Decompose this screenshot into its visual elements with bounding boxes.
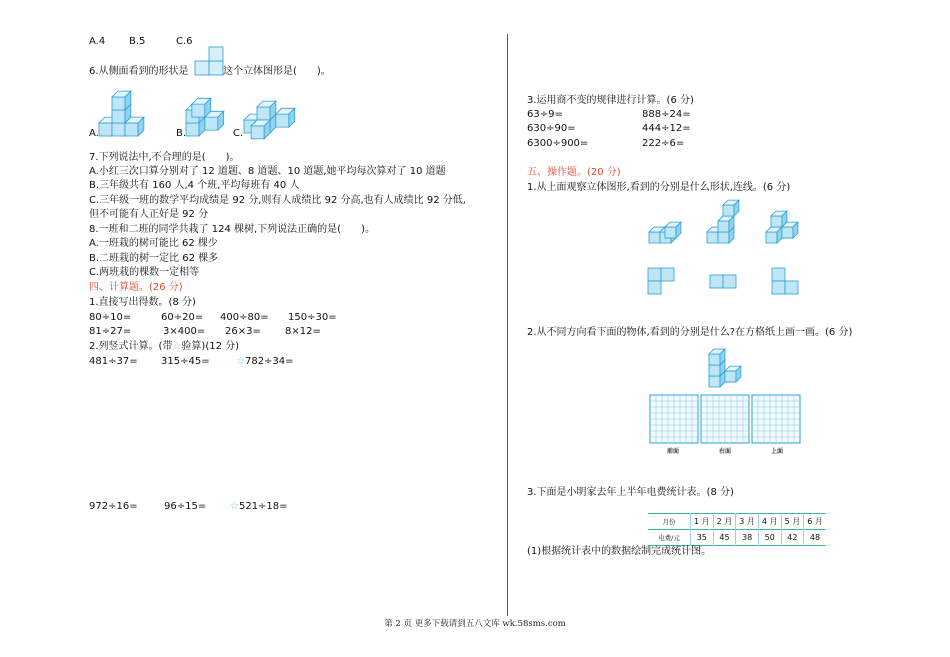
table-cell: 35	[691, 530, 714, 546]
calc-item: 444÷12=	[642, 123, 691, 134]
table-header-cell: 3 月	[736, 514, 759, 530]
cube-face	[723, 205, 734, 216]
s4-q1-title: 1.直接写出得数。(8 分)	[89, 297, 196, 308]
solid-figure-3	[765, 208, 801, 246]
cube-face	[782, 227, 793, 238]
section-4-heading: 四、计算题。(26 分)	[89, 282, 183, 293]
vertical-calc-item: 972÷16=	[89, 501, 138, 512]
q6-figure-a	[97, 88, 147, 138]
q8-option-c: C.两班栽的棵数一定相等	[89, 267, 200, 278]
calc-item: 150÷30=	[288, 312, 337, 323]
table-cell: 42	[781, 530, 804, 546]
top-view-3	[772, 268, 800, 296]
solid-figure-1	[648, 218, 684, 246]
cube-face	[707, 232, 718, 243]
q7-option-a: A.小红三次口算分别对了 12 道题、8 道题、10 道题,她平均每次算对了 10 道题	[89, 166, 446, 177]
calc-item: 8×12=	[285, 326, 321, 337]
vertical-calc-item-starred: ☆521÷18=	[230, 501, 288, 512]
cube-face	[125, 123, 138, 136]
table-header-cell: 1 月	[691, 514, 714, 530]
grid-papers	[650, 395, 802, 445]
electricity-fee-table	[648, 513, 826, 546]
stacked-cubes-object	[708, 352, 744, 390]
cube-face	[709, 365, 720, 376]
cube-face	[186, 123, 199, 136]
table-header-cell: 6 月	[804, 514, 826, 530]
cube-face	[709, 376, 720, 387]
calc-item: 222÷6=	[642, 138, 685, 149]
q8-option-b: B.二班栽的树一定比 62 棵多	[89, 253, 219, 264]
q6-option-b: B.	[176, 128, 187, 139]
calc-item: 63÷9=	[527, 109, 563, 120]
grid-label-front: 前面	[667, 448, 680, 455]
cube-face	[649, 232, 660, 243]
star-icon: ☆	[236, 356, 245, 367]
q7-option-b: B.三年级共有 160 人,4 个班,平均每班有 40 人	[89, 180, 300, 191]
cube-face	[205, 117, 218, 130]
cube-face	[112, 97, 125, 110]
vertical-calc-item: 481÷37=	[89, 356, 138, 367]
q8-option-a: A.一班栽的树可能比 62 棵少	[89, 238, 218, 249]
cube-face	[112, 123, 125, 136]
cube-face	[725, 371, 736, 382]
cube-face	[257, 107, 270, 120]
table-header-cell: 月份	[662, 518, 676, 526]
cube-face	[112, 110, 125, 123]
s4-q2-title: 2.列竖式计算。(带☆验算)(12 分)	[89, 341, 240, 352]
table-header-cell: 4 月	[758, 514, 781, 530]
column-divider	[507, 34, 508, 616]
q6-option-a: A.	[89, 128, 99, 139]
calc-item: 630÷90=	[527, 123, 576, 134]
cube-face	[665, 227, 676, 238]
table-header-cell: 2 月	[713, 514, 736, 530]
table-header-cell: 5 月	[781, 514, 804, 530]
solid-figure-2	[706, 212, 742, 246]
r-q3-title: 3.运用商不变的规律进行计算。(6 分)	[527, 95, 694, 106]
vertical-calc-item-starred: ☆782÷34=	[236, 356, 294, 367]
cube-face	[709, 354, 720, 365]
q8-stem: 8.一班和二班的同学共栽了 124 棵树,下列说法正确的是( )。	[89, 224, 375, 235]
section-5-heading: 五、操作题。(20 分)	[527, 167, 621, 178]
table-cell: 50	[758, 530, 781, 546]
calc-item: 3×400=	[163, 326, 206, 337]
vertical-calc-item: 96÷15=	[164, 501, 207, 512]
cube-face	[276, 114, 289, 127]
calc-item: 81÷27=	[89, 326, 132, 337]
cube-face	[192, 104, 205, 117]
q6-figure-c	[242, 98, 292, 138]
q5-option-b: B.5	[129, 36, 146, 47]
table-cell: 48	[804, 530, 826, 546]
s5-q3-title: 3.下面是小明家去年上半年电费统计表。(8 分)	[527, 487, 734, 498]
table-row	[648, 514, 826, 530]
side-view-shape	[195, 47, 223, 75]
q6-stem-start: 6.从侧面看到的形状是	[89, 66, 189, 77]
q5-option-c: C.6	[176, 36, 193, 47]
table-cell: 38	[736, 530, 759, 546]
top-view-1	[648, 268, 676, 296]
calc-item: 888÷24=	[642, 109, 691, 120]
cube-face	[766, 232, 777, 243]
top-view-2	[710, 275, 738, 289]
cube-face	[99, 123, 112, 136]
q5-option-a: A.4	[89, 36, 106, 47]
q6-option-c: C.	[233, 128, 244, 139]
calc-item: 80÷10=	[89, 312, 132, 323]
q7-stem: 7.下列说法中,不合理的是( )。	[89, 152, 240, 163]
q7-option-c-line1: C.三年级一班的数学平均成绩是 92 分,则有人成绩比 92 分高,也有人成绩比 92 分低,	[89, 195, 466, 206]
s5-q3-sub1: (1)根据统计表中的数据绘制完成统计图。	[527, 546, 712, 557]
cube-face	[771, 216, 782, 227]
grid-label-right: 右面	[719, 448, 732, 455]
table-row-label: 电费/元	[658, 534, 680, 542]
star-icon: ☆	[172, 341, 182, 352]
grid-label-top: 上面	[771, 448, 784, 455]
cube-face	[251, 126, 264, 139]
calc-item: 60÷20=	[161, 312, 204, 323]
star-icon: ☆	[230, 501, 239, 512]
s5-q2-title: 2.从不同方向看下面的物体,看到的分别是什么?在方格纸上画一画。(6 分)	[527, 327, 853, 338]
vertical-calc-item: 315÷45=	[161, 356, 210, 367]
q6-stem-end: 这个立体图形是( )。	[223, 66, 331, 77]
calc-item: 26×3=	[225, 326, 261, 337]
table-row	[648, 530, 826, 546]
calc-item: 400÷80=	[220, 312, 269, 323]
q7-option-c-line2: 但不可能有人正好是 92 分	[89, 209, 209, 220]
cube-face	[718, 232, 729, 243]
q6-figure-b	[184, 103, 226, 139]
s5-q1-title: 1.从上面观察立体图形,看到的分别是什么形状,连线。(6 分)	[527, 182, 791, 193]
calc-item: 6300÷900=	[527, 138, 589, 149]
page-footer: 第 2 页 更多下载请到五八文库 wk.58sms.com	[384, 619, 566, 629]
table-cell: 45	[713, 530, 736, 546]
cube-face	[718, 221, 729, 232]
